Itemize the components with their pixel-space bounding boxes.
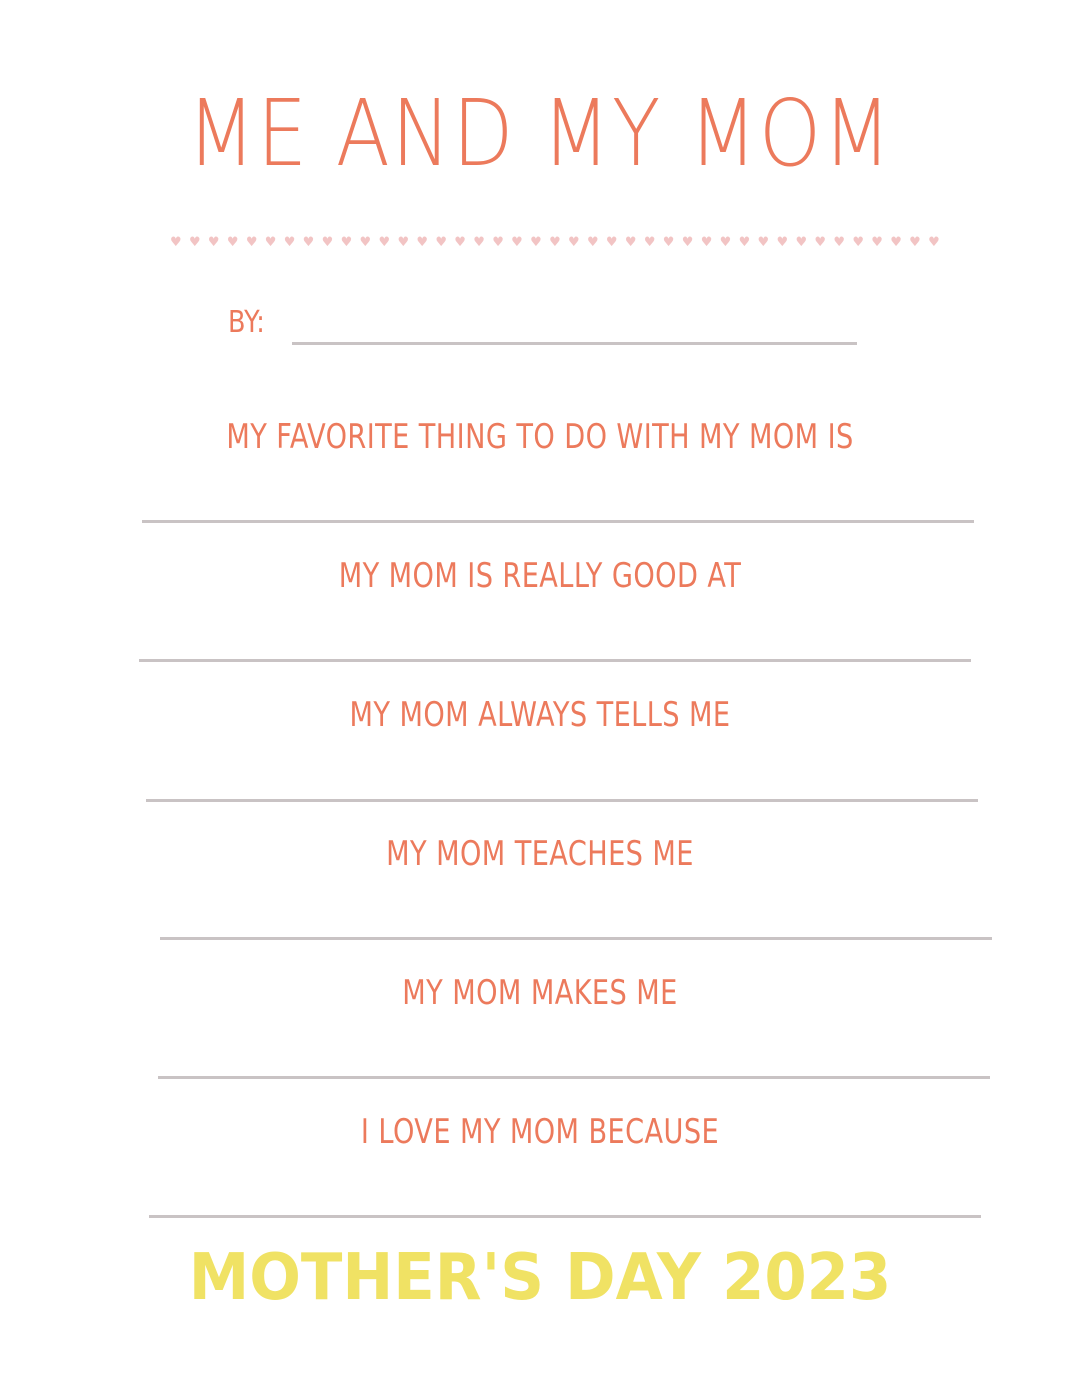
prompt-teaches-me: MY MOM TEACHES ME (386, 834, 694, 874)
heart-icon: ♥ (530, 234, 542, 250)
answer-line-really-good-at[interactable] (139, 659, 971, 662)
heart-icon: ♥ (624, 234, 637, 250)
heart-icon: ♥ (378, 234, 391, 250)
heart-icon: ♥ (871, 234, 883, 250)
mothers-day-footer: MOTHER'S DAY 2023 (188, 1241, 892, 1315)
heart-icon: ♥ (643, 234, 656, 250)
heart-icon: ♥ (700, 234, 713, 250)
heart-icon: ♥ (511, 234, 523, 250)
prompt-makes-me: MY MOM MAKES ME (402, 973, 678, 1013)
heart-icon: ♥ (492, 234, 504, 250)
heart-icon: ♥ (890, 234, 902, 250)
answer-line-always-tells-me[interactable] (146, 799, 978, 802)
heart-icon: ♥ (795, 234, 808, 250)
heart-icon: ♥ (776, 234, 789, 250)
heart-icon: ♥ (473, 234, 485, 250)
heart-icon: ♥ (719, 234, 732, 250)
worksheet-title: ME AND MY MOM (187, 80, 893, 187)
heart-icon: ♥ (454, 234, 466, 250)
heart-icon: ♥ (340, 234, 353, 250)
answer-line-makes-me[interactable] (158, 1076, 990, 1079)
heart-icon: ♥ (738, 234, 751, 250)
heart-icon: ♥ (757, 234, 770, 250)
heart-icon: ♥ (321, 234, 334, 250)
heart-icon: ♥ (226, 234, 239, 250)
heart-icon: ♥ (909, 234, 921, 250)
answer-line-favorite-thing[interactable] (142, 520, 974, 523)
heart-icon: ♥ (416, 234, 429, 250)
heart-icon: ♥ (359, 234, 372, 250)
heart-icon: ♥ (681, 234, 694, 250)
heart-icon: ♥ (283, 234, 296, 250)
heart-icon: ♥ (814, 234, 827, 250)
prompt-always-tells-me: MY MOM ALWAYS TELLS ME (349, 695, 731, 735)
heart-icon: ♥ (662, 234, 675, 250)
heart-icon: ♥ (586, 234, 599, 250)
heart-icon: ♥ (397, 234, 410, 250)
heart-icon: ♥ (207, 234, 220, 250)
heart-icon: ♥ (170, 234, 182, 250)
heart-icon: ♥ (852, 234, 864, 250)
answer-line-teaches-me[interactable] (160, 937, 992, 940)
heart-icon: ♥ (833, 234, 846, 250)
heart-icon: ♥ (549, 234, 561, 250)
heart-icon: ♥ (245, 234, 258, 250)
heart-divider (170, 234, 940, 250)
prompt-really-good-at: MY MOM IS REALLY GOOD AT (338, 556, 742, 596)
heart-icon: ♥ (928, 234, 940, 250)
prompt-love-my-mom-because: I LOVE MY MOM BECAUSE (360, 1112, 720, 1152)
prompt-favorite-thing: MY FAVORITE THING TO DO WITH MY MOM IS (226, 417, 854, 457)
name-writing-line[interactable] (292, 342, 857, 345)
heart-icon: ♥ (264, 234, 277, 250)
heart-icon: ♥ (302, 234, 315, 250)
heart-icon: ♥ (568, 234, 580, 250)
answer-line-love-my-mom-because[interactable] (149, 1215, 981, 1218)
heart-icon: ♥ (605, 234, 618, 250)
heart-icon: ♥ (188, 234, 201, 250)
by-label: BY: (228, 305, 265, 340)
heart-icon: ♥ (435, 234, 447, 250)
